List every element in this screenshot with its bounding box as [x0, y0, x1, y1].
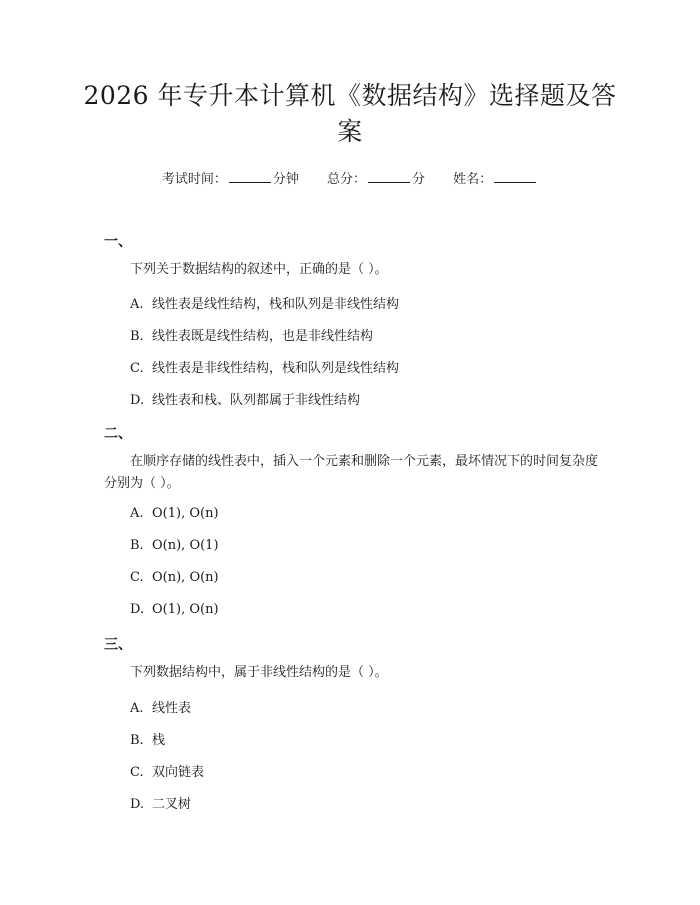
option-label: A. [130, 506, 144, 521]
question-stem: 下列数据结构中，属于非线性结构的是（ ）。 [130, 665, 388, 680]
option-text: 线性表是线性结构，栈和队列是非线性结构 [152, 297, 400, 312]
option-label: D. [130, 797, 145, 812]
name-blank [494, 172, 536, 183]
option-text: 线性表既是线性结构，也是非线性结构 [152, 329, 374, 344]
time-label: 考试时间： [161, 172, 227, 187]
question-stem: 在顺序存储的线性表中，插入一个元素和删除一个元素，最坏情况下的时间复杂度分别为（ ）。 [104, 454, 599, 491]
option-a [130, 293, 399, 312]
option-b [130, 538, 219, 553]
option-text: 线性表是非线性结构，栈和队列是线性结构 [152, 361, 400, 376]
option-text: 双向链表 [152, 765, 205, 780]
option-label: B. [130, 329, 144, 344]
option-c [130, 570, 219, 585]
exam-time [162, 172, 299, 187]
time-blank [229, 172, 271, 183]
page-title: 2026 年专升本计算机《数据结构》选择题及答案 [83, 81, 617, 146]
option-label: B. [130, 733, 144, 748]
option-text: O(n), O(1) [152, 538, 219, 553]
option-label: C. [130, 361, 144, 376]
option-text: O(n), O(n) [152, 570, 219, 585]
option-label: D. [130, 393, 145, 408]
score-label: 总分： [326, 172, 366, 187]
option-a [130, 697, 191, 716]
option-label: C. [130, 570, 144, 585]
option-d [130, 602, 219, 617]
option-text: O(1), O(n) [152, 506, 219, 521]
time-unit: 分钟 [272, 172, 299, 187]
option-b [130, 325, 373, 344]
option-label: A. [130, 297, 144, 312]
option-label: C. [130, 765, 144, 780]
exam-score [327, 172, 425, 187]
exam-meta [0, 168, 700, 187]
option-b [130, 729, 165, 748]
option-label: B. [130, 538, 144, 553]
option-c [130, 761, 204, 780]
name-label: 姓名： [453, 172, 493, 187]
option-text: 二叉树 [152, 797, 192, 812]
option-text: 栈 [152, 733, 166, 748]
question-stem: 下列关于数据结构的叙述中，正确的是（ ）。 [130, 262, 388, 277]
option-d [130, 793, 191, 812]
exam-name [453, 172, 538, 187]
option-d [130, 389, 360, 408]
question-number: 三、 [104, 637, 132, 653]
question-number: 一、 [104, 234, 132, 250]
question-number: 二、 [104, 426, 132, 442]
score-unit: 分 [412, 172, 426, 187]
option-text: O(1), O(n) [152, 602, 219, 617]
score-blank [368, 172, 410, 183]
option-text: 线性表 [152, 701, 192, 716]
option-text: 线性表和栈、队列都属于非线性结构 [152, 393, 361, 408]
option-label: A. [130, 701, 144, 716]
option-a [130, 506, 219, 521]
option-c [130, 357, 399, 376]
option-label: D. [130, 602, 145, 617]
